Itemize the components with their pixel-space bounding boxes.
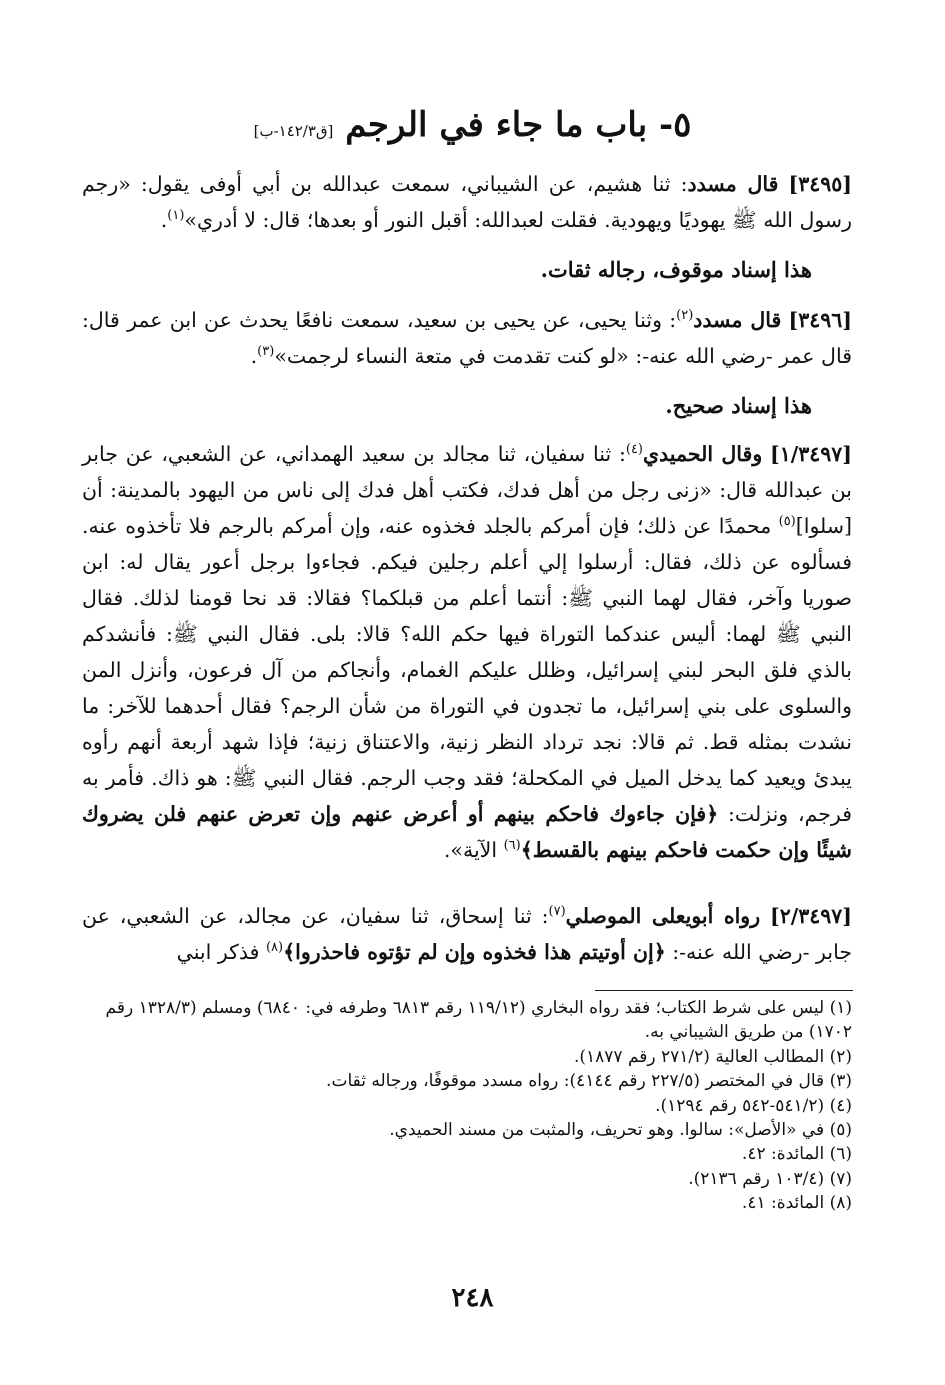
- footnote-ref: (٦): [503, 838, 521, 854]
- footnote-ref: (٢): [676, 308, 694, 324]
- footnote-item: (٧) (١٠٣/٤ رقم ٢١٣٦).: [688, 1168, 852, 1189]
- hadith-lead: رواه أبويعلى الموصلي: [565, 904, 761, 928]
- hadith-number: [٣٤٩٦]: [788, 308, 852, 332]
- hadith-number: [١/٣٤٩٧]: [770, 442, 852, 466]
- hadith-end: .: [250, 344, 258, 368]
- isnad-grade: هذا إسناد صحيح.: [665, 393, 812, 418]
- footnote-ref: (٨): [265, 940, 284, 956]
- hadith-number: [٣٤٩٥]: [788, 172, 852, 196]
- hadith-3497-1: [82, 436, 852, 868]
- hadith-text: محمدًا عن ذلك؛ فإن أمركم بالجلد فخذوه عنه، وإن أمركم بالرجم فلا تأخذوه عنه. فسألوه عن ذلك، فقال: أرسلوا إلي أعلم رجلين فيكم. فجاءوا برجل أعور يقال له: ابن صوريا وآخر، فقال لهما النبي ﷺ: أنتما أعلم من قبلكما؟ فقالا: قد نحا قومنا لذلك. فقال النبي ﷺ لهما: أليس عندكما التوراة فيها حكم الله؟ قالا: بلى. فقال النبي ﷺ: فأنشدكم بالذي فلق البحر لبني إسرائيل، وظلل عليكم الغمام، وأنجاكم من آل فرعون، وأنزل المن والسلوى على بني إسرائيل، ما تجدون في التوراة من شأن الرجم؟ فقال أحدهما للآخر: ما نشدت بمثله قط. ثم قالا: نجد ترداد النظر زنية، والاعتناق زنية؛ فإذا شهد أربعة أنهم رأوه يبدئ ويعيد كما يدخل الميل في المكحلة؛ فقد وجب الرجم. فقال النبي ﷺ: هو ذاك. فأمر به فرجم، ونزلت:: [82, 514, 852, 826]
- hadith-lead: قال مسدد: [687, 172, 779, 196]
- hadith-3496: [82, 302, 852, 374]
- footnote-item: (٦) المائدة: ٤٢.: [741, 1144, 852, 1165]
- chapter-heading: ٥- باب ما جاء في الرجم: [345, 105, 692, 145]
- quran-verse: ﴿إن أوتيتم هذا فخذوه وإن لم تؤتوه فاحذروا﴾: [283, 940, 666, 964]
- hadith-text: : ثنا إسحاق، ثنا سفيان، عن مجالد، عن الشعبي، عن جابر -رضي الله عنه-:: [82, 904, 852, 964]
- hadith-text: : ثنا سفيان، ثنا مجالد بن سعيد الهمداني، عن الشعبي، عن جابر بن عبدالله قال: «زنى رجل من أهل فدك، فكتب أهل فدك إلى ناس من اليهود بالمدينة: أن [سلوا]: [82, 442, 852, 538]
- footnote-ref: (٥): [778, 514, 796, 530]
- hadith-text: الآية».: [443, 838, 504, 862]
- hadith-text: فذكر ابني: [176, 940, 266, 964]
- footnotes: [82, 996, 852, 1216]
- hadith-lead: وقال الحميدي: [643, 442, 763, 466]
- footnote-divider: [595, 990, 853, 991]
- isnad-grade: هذا إسناد موقوف، رجاله ثقات.: [540, 257, 812, 282]
- hadith-lead: قال مسدد: [693, 308, 782, 332]
- page-number: ٢٤٨: [451, 1283, 494, 1313]
- footnote-ref: (١): [167, 208, 185, 224]
- hadith-number: [٢/٣٤٩٧]: [770, 904, 852, 928]
- footnote-item: (٥) في «الأصل»: سالوا. وهو تحريف، والمثبت من مسند الحميدي.: [389, 1120, 852, 1141]
- manuscript-ref: [ق١٤٢/٣-ب]: [253, 122, 334, 140]
- footnote-item: (٣) قال في المختصر (٢٢٧/٥ رقم ٤١٤٤): رواه مسدد موقوفًا، ورجاله ثقات.: [326, 1071, 852, 1092]
- quran-verse: ﴿فإن جاءوك فاحكم بينهم أو أعرض عنهم وإن تعرض عنهم فلن يضروك شيئًا وإن حكمت فاحكم بينهم بالقسط﴾: [82, 802, 852, 862]
- chapter-title: [0, 100, 945, 156]
- hadith-end: .: [160, 208, 168, 232]
- hadith-3497-2: [82, 898, 852, 970]
- footnote-ref: (٧): [548, 904, 566, 920]
- footnote-item: (٨) المائدة: ٤١.: [741, 1193, 852, 1214]
- footnote-ref: (٤): [625, 442, 643, 458]
- footnote-item: (٤) (٥٤١/٢-٥٤٢ رقم ١٢٩٤).: [655, 1095, 852, 1116]
- hadith-text: : ثنا هشيم، عن الشيباني، سمعت عبدالله بن أبي أوفى يقول: «رجم رسول الله ﷺ يهوديًا ويهودية. فقلت لعبدالله: أقبل النور أو بعدها؛ قال: لا أدري»: [82, 172, 852, 232]
- hadith-text: : وثنا يحيى، عن يحيى بن سعيد، سمعت نافعًا يحدث عن ابن عمر قال: قال عمر -رضي الله عنه-: «لو كنت تقدمت في متعة النساء لرجمت»: [82, 308, 852, 368]
- footnote-item: (١) ليس على شرط الكتاب؛ فقد رواه البخاري (١١٩/١٢ رقم ٦٨١٣ وطرفه في: ٦٨٤٠) ومسلم (١٣٢٨/٣ رقم ١٧٠٢) من طريق الشيباني به.: [105, 998, 852, 1043]
- hadith-3495: [82, 166, 852, 238]
- footnote-item: (٢) المطالب العالية (٢٧١/٢ رقم ١٨٧٧).: [573, 1046, 852, 1067]
- footnote-ref: (٣): [257, 344, 275, 360]
